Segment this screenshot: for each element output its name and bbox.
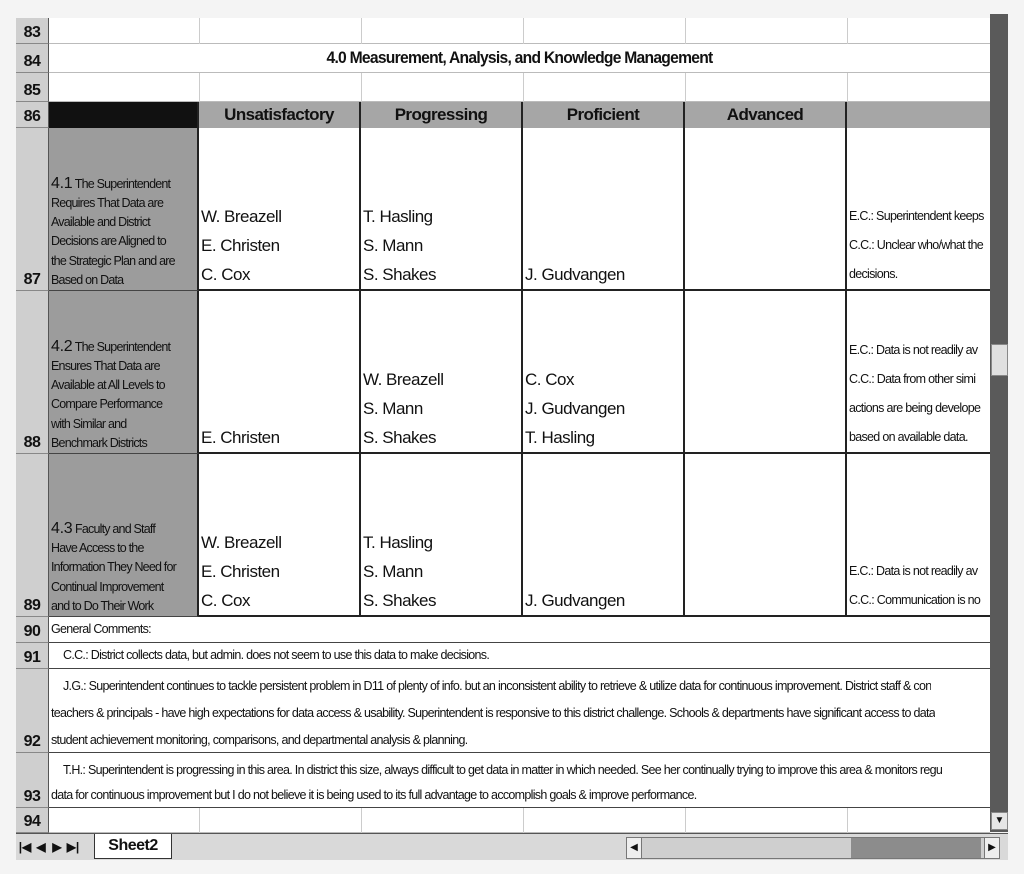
row-header-92[interactable]: 92 — [16, 669, 49, 753]
category-text-line: Information They Need for — [51, 560, 176, 575]
category-cell-2[interactable] — [49, 291, 199, 454]
row-header-91[interactable]: 91 — [16, 643, 49, 669]
unsatisfactory-cell-1[interactable] — [199, 128, 361, 291]
category-text-line: Continual Improvement — [51, 579, 164, 594]
prev-sheet-icon[interactable]: ◀ — [36, 840, 46, 854]
rater-name: E. Christen — [201, 236, 280, 255]
rater-name: W. Breazell — [201, 533, 282, 552]
category-text-line: Available at All Levels to — [51, 378, 165, 393]
comment-line: actions are being develope — [849, 401, 981, 415]
category-text-line: Based on Data — [51, 272, 124, 287]
row-91 — [49, 643, 990, 669]
category-first-line — [51, 174, 195, 194]
progressing-cell-1[interactable] — [361, 128, 523, 291]
category-first-line — [51, 337, 195, 357]
comment-cell-2[interactable] — [847, 291, 990, 454]
rater-name: S. Shakes — [363, 428, 436, 447]
first-sheet-icon[interactable]: |◀ — [18, 840, 32, 854]
row-90 — [49, 617, 990, 643]
row-header-94[interactable]: 94 — [16, 808, 49, 833]
header-category-cell[interactable] — [49, 102, 199, 128]
comment-line: E.C.: Data is not readily av — [849, 564, 978, 578]
comment-th-line-1[interactable]: T.H.: Superintendent is progressing in this area. In district this size, always difficult to get data in matter in which needed. See her continually trying to improve this area & monitors regu — [63, 763, 943, 777]
row-header-89[interactable]: 89 — [16, 454, 49, 617]
category-first-line — [51, 519, 195, 539]
proficient-cell-1[interactable] — [523, 128, 685, 291]
rater-name: E. Christen — [201, 428, 280, 447]
row-83 — [49, 18, 990, 44]
horizontal-scrollbar[interactable] — [626, 837, 1000, 859]
vertical-scroll-thumb[interactable] — [991, 344, 1008, 376]
section-title[interactable]: 4.0 Measurement, Analysis, and Knowledge Management — [326, 48, 713, 67]
row-header-85[interactable]: 85 — [16, 73, 49, 102]
category-text-line: The Superintendent — [74, 176, 171, 191]
rater-name: C. Cox — [201, 591, 250, 610]
category-cell-3[interactable] — [49, 454, 199, 617]
next-sheet-icon[interactable]: ▶ — [52, 840, 62, 854]
row-header-88[interactable]: 88 — [16, 291, 49, 454]
category-number: 4.3 — [51, 519, 73, 537]
category-text-line: Decisions are Aligned to — [51, 234, 166, 249]
header-advanced[interactable]: Advanced — [685, 102, 847, 128]
rater-name: T. Hasling — [363, 207, 433, 226]
progressing-cell-3[interactable] — [361, 454, 523, 617]
comment-line: C.C.: Data from other simi — [849, 372, 976, 386]
spreadsheet-grid[interactable] — [16, 18, 990, 833]
comment-line: C.C.: Unclear who/what the — [849, 238, 983, 252]
scroll-down-arrow-icon[interactable]: ▼ — [991, 812, 1008, 830]
comment-cell-3[interactable] — [847, 454, 990, 617]
comment-cell-1[interactable] — [847, 128, 990, 291]
rater-name: T. Hasling — [363, 533, 433, 552]
general-comments-label[interactable]: General Comments: — [51, 622, 151, 636]
rater-name: T. Hasling — [525, 428, 595, 447]
comment-jg-line-1[interactable]: J.G.: Superintendent continues to tackle persistent problem in D11 of plenty of info. but an inconsistent ability to retrieve & utilize data for continuous improvement. District staff & con — [63, 679, 932, 693]
rater-name: S. Mann — [363, 562, 423, 581]
horizontal-scroll-thumb[interactable] — [851, 838, 981, 858]
rater-name: S. Shakes — [363, 265, 436, 284]
advanced-cell-2[interactable] — [685, 291, 847, 454]
category-text-line: the Strategic Plan and are — [51, 253, 175, 268]
rater-name: S. Mann — [363, 399, 423, 418]
comment-jg-line-2[interactable]: teachers & principals - have high expectations for data access & usability. Superintendent is responsive to this district challenge. Schools & departments have significant access to data — [51, 706, 936, 720]
comment-th-line-2[interactable]: data for continuous improvement but I do not believe it is being used to its full advantage to accomplish goals & improve performance. — [51, 788, 697, 802]
rater-name: E. Christen — [201, 562, 280, 581]
rater-name: W. Breazell — [201, 207, 282, 226]
comment-cc[interactable]: C.C.: District collects data, but admin. does not seem to use this data to make decisions. — [63, 648, 490, 662]
rater-name: J. Gudvangen — [525, 265, 625, 284]
rater-name: J. Gudvangen — [525, 591, 625, 610]
header-proficient[interactable]: Proficient — [523, 102, 685, 128]
comment-line: E.C.: Superintendent keeps — [849, 209, 984, 223]
comment-line: based on available data. — [849, 430, 968, 444]
unsatisfactory-cell-2[interactable] — [199, 291, 361, 454]
comment-line: E.C.: Data is not readily av — [849, 343, 978, 357]
category-text-line: Requires That Data are — [51, 195, 164, 210]
last-sheet-icon[interactable]: ▶| — [66, 840, 80, 854]
row-86-header — [49, 102, 990, 128]
row-84 — [49, 44, 990, 73]
rater-name: C. Cox — [201, 265, 250, 284]
sheet-tab-bar — [16, 833, 1008, 860]
rater-name: W. Breazell — [363, 370, 444, 389]
sheet-tab-sheet2[interactable]: Sheet2 — [94, 834, 172, 859]
row-92 — [49, 669, 990, 753]
row-93 — [49, 753, 990, 808]
scroll-left-arrow-icon[interactable]: ◀ — [627, 838, 642, 858]
comment-line: decisions. — [849, 267, 898, 281]
category-text-line: Benchmark Districts — [51, 435, 147, 450]
row-header-87[interactable]: 87 — [16, 128, 49, 291]
comment-jg-line-3[interactable]: student achievement monitoring, comparisons, and departmental analysis & planning. — [51, 733, 468, 747]
proficient-cell-2[interactable] — [523, 291, 685, 454]
row-header-93[interactable]: 93 — [16, 753, 49, 808]
comment-line: C.C.: Communication is no — [849, 593, 981, 607]
row-header-84[interactable]: 84 — [16, 44, 49, 73]
header-progressing[interactable]: Progressing — [361, 102, 523, 128]
category-text-line: Ensures That Data are — [51, 358, 160, 373]
category-text-line: with Similar and — [51, 416, 127, 431]
category-text-line: Compare Performance — [51, 397, 163, 412]
category-number: 4.2 — [51, 337, 73, 355]
advanced-cell-3[interactable] — [685, 454, 847, 617]
category-cell-1[interactable] — [49, 128, 199, 291]
category-number: 4.1 — [51, 174, 73, 192]
category-text-line: The Superintendent — [74, 339, 171, 354]
rater-name: S. Mann — [363, 236, 423, 255]
rater-name: J. Gudvangen — [525, 399, 625, 418]
vertical-scrollbar[interactable] — [990, 14, 1008, 832]
row-85 — [49, 73, 990, 102]
proficient-cell-3[interactable] — [523, 454, 685, 617]
header-comments[interactable] — [847, 102, 990, 128]
category-text-line: Available and District — [51, 215, 150, 230]
row-header-86[interactable]: 86 — [16, 102, 49, 128]
row-header-90[interactable]: 90 — [16, 617, 49, 643]
header-unsatisfactory[interactable]: Unsatisfactory — [199, 102, 361, 128]
row-94 — [49, 808, 990, 833]
rater-name: S. Shakes — [363, 591, 436, 610]
advanced-cell-1[interactable] — [685, 128, 847, 291]
category-text-line: and to Do Their Work — [51, 598, 154, 613]
unsatisfactory-cell-3[interactable] — [199, 454, 361, 617]
rater-name: C. Cox — [525, 370, 574, 389]
category-text-line: Have Access to the — [51, 541, 144, 556]
scroll-right-arrow-icon[interactable]: ▶ — [984, 838, 999, 858]
progressing-cell-2[interactable] — [361, 291, 523, 454]
row-header-83[interactable]: 83 — [16, 18, 49, 44]
category-text-line: Faculty and Staff — [75, 521, 156, 536]
